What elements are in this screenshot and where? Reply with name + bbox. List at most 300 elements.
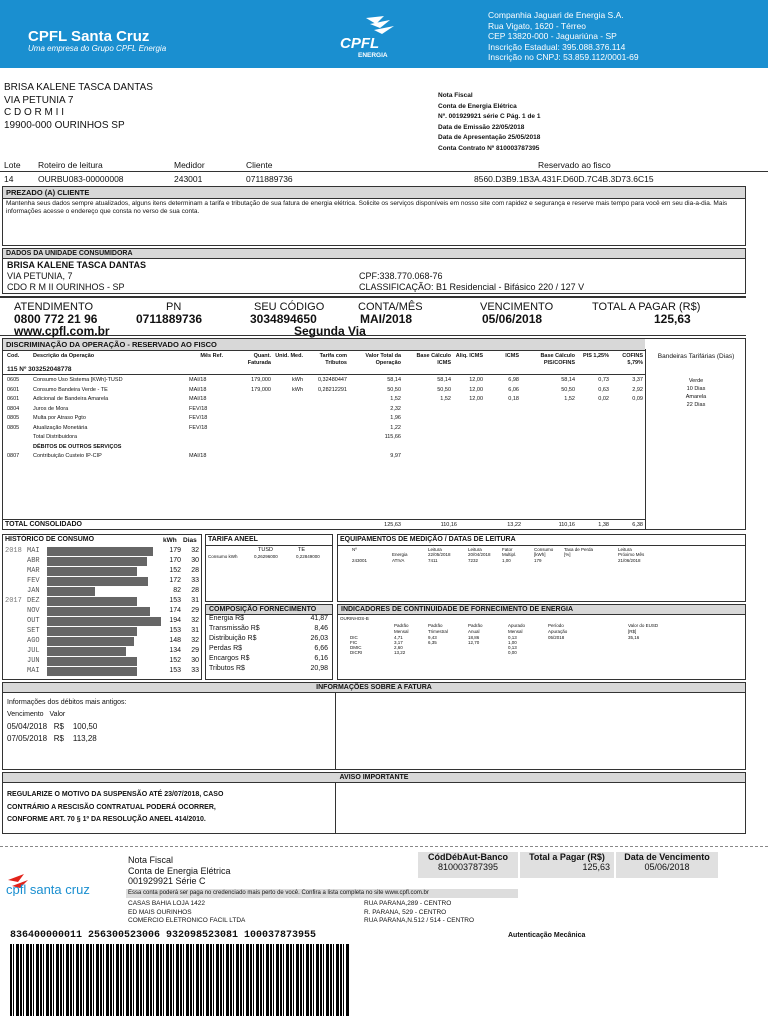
historico-title: HISTÓRICO DE CONSUMO (5, 536, 95, 543)
historico-dias: 30 (191, 557, 199, 564)
equip-header: Nº (352, 547, 357, 552)
table-cell: 179,000 (251, 386, 271, 393)
indicador-value: 0,13 (508, 635, 517, 640)
unidade-title: DADOS DA UNIDADE CONSUMIDORA (3, 249, 745, 259)
table-cell: 2,92 (632, 386, 643, 393)
historico-row (3, 626, 203, 636)
composicao-label: Encargos R$ (209, 655, 250, 662)
atendimento-label: ATENDIMENTO (14, 301, 94, 313)
column-header: Valor Total da Operação (365, 353, 401, 366)
unidade-cpf: CPF:338.770.068-76 (359, 271, 443, 281)
aviso-box (2, 772, 746, 834)
stub-brand: cpfl santa cruz (6, 882, 90, 896)
historico-month: NOV (27, 607, 40, 615)
equip-header: Fator (502, 547, 513, 552)
table-cell: FEV/18 (189, 415, 208, 421)
indicador-value: 4,71 (394, 635, 403, 640)
cliente-value: 0711889736 (246, 174, 293, 184)
historico-row (3, 606, 203, 616)
historico-month: JUL (27, 647, 40, 655)
barcode (10, 944, 350, 1016)
nota-fiscal-info (438, 91, 540, 154)
composicao-label: Energia R$ (209, 615, 245, 622)
stub-venc-header: Data de Vencimento (624, 852, 710, 862)
indicador-value: 18,86 (468, 635, 480, 640)
unidade-classificacao: CLASSIFICAÇÃO: B1 Residencial - Bifásico 220 / 127 V (359, 282, 585, 292)
company-line: Inscrição no CNPJ: 53.859.112/0001-69 (488, 52, 639, 62)
table-cell: 0,32480447 (317, 377, 347, 383)
nota-line: Data de Emissão 22/05/2018 (438, 123, 525, 131)
table-cell: 0805 (7, 424, 20, 431)
table-cell: 0,02 (598, 396, 609, 402)
indicadores-box (337, 604, 746, 680)
table-cell: MAI/18 (189, 396, 207, 402)
table-row (3, 387, 645, 396)
historico-month: MAR (27, 567, 40, 575)
historico-month: ABR (27, 557, 40, 565)
table-cell: 58,14 (437, 377, 451, 383)
equip-value: 7232 (468, 558, 479, 563)
stub-total-value: 125,63 (582, 862, 610, 872)
stub-nf: Nota Fiscal (128, 855, 174, 865)
total-value: 125,63 (654, 312, 691, 326)
historico-kwh: 148 (169, 637, 181, 644)
historico-row (3, 566, 203, 576)
table-cell: FEV/18 (189, 405, 208, 412)
historico-month: AGO (27, 637, 40, 645)
stub-place-name: COMERCIO ELETRONICO FACIL LTDA (128, 917, 246, 924)
historico-dias: 30 (191, 657, 199, 664)
composicao-value: 6,16 (314, 655, 328, 662)
tarifa-title: TARIFA ANEEL (208, 536, 258, 543)
stub-venc-box (616, 852, 718, 878)
indicador-header: Período (548, 623, 564, 628)
historico-bar (47, 657, 137, 666)
debito-currency: R$ (53, 734, 64, 743)
composicao-row (206, 655, 332, 665)
bandeiras-list (647, 377, 745, 409)
conta-label: CONTA/MÊS (358, 301, 423, 313)
prezado-box (2, 186, 746, 246)
bandeira-item: 10 Dias (686, 386, 706, 392)
table-cell: 1,96 (390, 415, 401, 421)
vencimento-label: VENCIMENTO (480, 301, 554, 313)
total-value: 1,38 (598, 522, 609, 528)
historico-bar (47, 627, 137, 636)
historico-dias: 32 (191, 637, 199, 644)
total-consolidado-row (3, 519, 645, 530)
historico-kwh: 153 (169, 667, 181, 674)
table-cell: Total Distribuidora (33, 434, 78, 440)
atendimento-phone: 0800 772 21 96 (14, 312, 98, 326)
cut-line (0, 846, 768, 847)
column-header: PIS 1,25% (583, 353, 609, 359)
historico-box (2, 534, 202, 680)
historico-kwh: 152 (169, 567, 181, 574)
conta-value: MAI/2018 (360, 312, 413, 326)
table-cell: 0,09 (632, 396, 643, 402)
historico-month: MAI (27, 547, 40, 555)
indicador-value: 3,17 (394, 640, 403, 645)
stub-total-box (520, 852, 614, 878)
historico-dias: 29 (191, 647, 199, 654)
stub-venc-value: 05/06/2018 (644, 862, 690, 872)
roteiro-header: Roteiro de leitura (38, 160, 103, 170)
equipamentos-title: EQUIPAMENTOS DE MEDIÇÃO / DATAS DE LEITURA (340, 536, 516, 543)
table-row (3, 425, 645, 434)
historico-bar (47, 567, 137, 576)
historico-month: JUN (27, 657, 40, 665)
historico-dias: 28 (191, 587, 199, 594)
table-cell: 12,00 (469, 377, 483, 383)
indicador-value: 05/2018 (548, 635, 565, 640)
column-header: Descrição da Operação (33, 353, 95, 359)
indicador-value: DMIC (350, 645, 362, 650)
historico-dias: 29 (191, 607, 199, 614)
equip-header: [kWh] (534, 552, 546, 557)
stub-place-address: RUA PARANA,N.512 / 514 - CENTRO (364, 917, 475, 924)
stub-place-name: CASAS BAHIA LOJA 1422 (128, 900, 205, 907)
indicador-value: DIC (350, 635, 358, 640)
vencimento-value: 05/06/2018 (482, 312, 543, 326)
table-cell: kWh (292, 386, 303, 393)
table-row (3, 377, 645, 386)
codigo-value: 3034894650 (250, 312, 317, 326)
bandeiras-header: Bandeiras Tarifárias (Dias) (657, 353, 735, 360)
indicador-value: 6,35 (428, 640, 437, 645)
table-cell: Contribuição Custeio IP-CIP (33, 453, 102, 459)
debito-value: 113,28 (72, 734, 97, 743)
nota-line: Nº. 001929921 série C Pág. 1 de 1 (438, 113, 541, 120)
debito-date: 07/05/2018 (7, 734, 48, 743)
company-info (488, 10, 639, 63)
company-line: CEP 13820-000 - Jaguariúna - SP (488, 31, 617, 41)
table-cell: Consumo Uso Sistema [KWh]-TUSD (33, 377, 123, 383)
table-cell: DÉBITOS DE OUTROS SERVIÇOS (33, 443, 122, 450)
table-cell: 0,73 (598, 377, 609, 383)
tarifa-box (205, 534, 333, 602)
historico-bar (47, 647, 126, 656)
historico-bar (47, 547, 153, 556)
linha-digitavel: 836400000011 256300523006 932098523081 100037873955 (10, 930, 317, 941)
medidor-header: Medidor (174, 160, 205, 170)
table-cell: Consumo Bandeira Verde - TE (33, 386, 108, 393)
indicadores-sub: OURINHOS-B (340, 616, 369, 621)
equip-header: Consumo (534, 547, 554, 552)
table-cell: 0601 (7, 396, 20, 402)
stub-place-row (126, 909, 518, 918)
indicador-header: [R$] (628, 629, 637, 634)
unidade-address: VIA PETUNIA, 7 (7, 271, 73, 281)
indicador-header: Valor do EUSD (628, 623, 659, 628)
indicador-header: Anual (468, 629, 480, 634)
composicao-value: 8,46 (314, 625, 328, 632)
table-cell: 0804 (7, 405, 20, 412)
historico-dias: 33 (191, 667, 199, 674)
historico-kwh: 174 (169, 607, 181, 614)
historico-month: SET (27, 627, 40, 635)
historico-row (3, 546, 203, 556)
bandeira-item: Verde (688, 378, 704, 384)
indicador-header: Apuração (548, 629, 568, 634)
discriminacao-box (2, 338, 746, 530)
historico-kwh: 172 (169, 577, 181, 584)
historico-month: JAN (27, 587, 40, 595)
historico-month: FEV (27, 577, 40, 585)
te-header: TE (298, 547, 306, 553)
table-cell: 179,000 (251, 377, 271, 383)
debitos-label: Informações dos débitos mais antigos: (7, 699, 127, 706)
total-value: 6,38 (632, 522, 643, 528)
cpfl-logo (336, 14, 406, 60)
table-cell: 0805 (7, 415, 20, 421)
equip-header: Taxa de Perda (564, 547, 594, 552)
nota-line: Data de Apresentação 25/05/2018 (438, 134, 541, 141)
indicador-header: Apurado (508, 623, 526, 628)
composicao-row (206, 665, 332, 675)
equip-header: Leitura (618, 547, 632, 552)
dias-header: Dias (183, 537, 197, 544)
column-header: Unid. Med. (275, 353, 303, 359)
composicao-box (205, 604, 333, 680)
indicador-header: Mensal (394, 629, 409, 634)
bandeira-item: 22 Dias (686, 402, 706, 408)
indicador-header: Padrão (394, 623, 409, 628)
total-consolidado-label: TOTAL CONSOLIDADO (5, 521, 82, 528)
historico-bar (47, 637, 134, 646)
historico-bar (47, 617, 161, 626)
stub-total-header: Total a Pagar (R$) (529, 852, 605, 862)
table-cell: Atualização Monetária (33, 424, 88, 431)
autenticacao-label: Autenticação Mecânica (508, 932, 586, 939)
table-row (3, 434, 645, 443)
brand-name: CPFL Santa Cruz (28, 28, 150, 45)
address-line: 19900-000 OURINHOS SP (4, 119, 125, 131)
historico-row (3, 666, 203, 676)
table-cell: 0601 (7, 386, 20, 393)
historico-bar (47, 667, 137, 676)
roteiro-value: OURBU083-00000008 (38, 174, 124, 184)
column-header: COFINS 5,79% (622, 353, 643, 366)
tusd-header: TUSD (258, 547, 273, 553)
unidade-name: BRISA KALENE TASCA DANTAS (7, 260, 146, 270)
aviso-title: AVISO IMPORTANTE (3, 773, 745, 783)
composicao-label: Distribuição R$ (209, 635, 257, 642)
historico-row (3, 616, 203, 626)
info-fatura-box (2, 682, 746, 770)
table-cell: 6,98 (508, 377, 519, 383)
column-header: Tarifa com Tributos (319, 353, 347, 366)
composicao-title: COMPOSIÇÃO FORNECIMENTO (206, 605, 332, 615)
composicao-value: 20,98 (310, 665, 328, 672)
table-cell: 1,52 (440, 396, 451, 402)
header-banner (0, 0, 768, 68)
composicao-label: Tributos R$ (209, 665, 245, 672)
composicao-row (206, 635, 332, 645)
stub-place-name: ED MAIS OURINHOS (128, 908, 192, 916)
site-link[interactable]: www.cpfl.com.br (14, 324, 110, 338)
composicao-row (206, 615, 332, 625)
composicao-row (206, 625, 332, 635)
lote-header: Lote (4, 160, 21, 170)
stub-place-address: RUA PARANA,289 - CENTRO (364, 900, 452, 907)
equip-header: Leitura (468, 547, 482, 552)
fisco-header: Reservado ao fisco (538, 160, 611, 170)
historico-bar (47, 557, 147, 566)
info-fatura-title: INFORMAÇÕES SOBRE A FATURA (3, 683, 745, 693)
historico-dias: 32 (191, 547, 199, 554)
indicador-value: FIC (350, 640, 358, 645)
table-row (3, 453, 645, 462)
discriminacao-headers (3, 351, 645, 375)
indicador-header: Padrão (468, 623, 483, 628)
historico-dias: 28 (191, 567, 199, 574)
unidade-box (2, 248, 746, 294)
table-cell: 2,32 (390, 405, 401, 412)
historico-row (3, 646, 203, 656)
composicao-value: 41,87 (310, 615, 328, 622)
column-header: Aliq. ICMS (455, 353, 483, 359)
composicao-rows (206, 615, 332, 675)
table-row (3, 444, 645, 453)
code-line: 115 Nº 303252048778 (7, 366, 72, 373)
equip-header: [%] (564, 552, 571, 557)
table-cell: MAI/18 (189, 386, 207, 393)
equip-header: 20/04/2018 (468, 552, 491, 557)
address-line: BRISA KALENE TASCA DANTAS (4, 82, 153, 93)
composicao-value: 26,03 (310, 635, 328, 642)
kwh-header: kWh (163, 537, 177, 544)
stub-nota (128, 855, 231, 887)
stub-serie: 001929921 Série C (128, 876, 206, 886)
stub-conta: Conta de Energia Elétrica (128, 865, 231, 876)
equip-value: 243001 (352, 558, 368, 563)
historico-dias: 31 (191, 627, 199, 634)
stub-place-row (126, 917, 518, 926)
company-line: Inscrição Estadual: 395.088.376.114 (488, 41, 626, 52)
composicao-label: Transmissão R$ (209, 625, 260, 632)
table-row (3, 396, 645, 405)
composicao-label: Perdas R$ (209, 645, 243, 652)
table-cell: kWh (292, 377, 303, 383)
table-cell: 58,14 (387, 377, 401, 383)
table-cell: 1,22 (390, 424, 401, 431)
indicador-value: 9,43 (428, 635, 437, 640)
lote-value: 14 (4, 174, 14, 184)
indicadores-title: INDICADORES DE CONTINUIDADE DE FORNECIMENTO DE ENERGIA (338, 605, 745, 615)
discriminacao-title: DISCRIMINAÇÃO DA OPERAÇÃO - RESERVADO AO FISCO (3, 339, 645, 351)
historico-year: 2018 (5, 547, 22, 555)
bandeira-item: Amarela (685, 394, 707, 400)
historico-kwh: 153 (169, 597, 181, 604)
historico-kwh: 153 (169, 627, 181, 634)
table-cell: 0605 (7, 377, 20, 383)
tusd-value: 0,26296000 (254, 554, 278, 559)
medidor-value: 243001 (174, 174, 203, 184)
equip-header: Próximo Mês (618, 552, 645, 557)
historico-dias: 31 (191, 597, 199, 604)
table-cell: 50,50 (437, 386, 451, 393)
table-cell: 12,00 (469, 386, 483, 393)
equip-header: 22/05/2018 (428, 552, 451, 557)
total-value: 110,16 (558, 522, 575, 528)
indicador-value: 1,00 (508, 640, 517, 645)
indicador-value: 2,60 (394, 645, 403, 650)
table-cell: Adicional de Bandeira Amarela (33, 396, 109, 402)
aviso-line: CONTRÁRIO A RESCISÃO CONTRATUAL PODERÁ OCORRER, (7, 803, 216, 811)
nota-line: Conta Contrato Nº 810003787395 (438, 144, 540, 152)
indicador-header: Mensal (508, 629, 523, 634)
table-cell: 115,66 (384, 434, 401, 440)
column-header: Base Cálculo PIS/COFINS (540, 353, 575, 366)
historico-row (3, 556, 203, 566)
table-row (3, 406, 645, 415)
consumo-label: Consumo kWh (208, 554, 238, 559)
column-header: Quant. Faturada (247, 353, 271, 366)
table-cell: 1,52 (390, 396, 401, 402)
table-cell: 0807 (7, 453, 20, 459)
codigo-label: SEU CÓDIGO (254, 301, 325, 313)
historico-kwh: 82 (173, 587, 181, 594)
historico-bar (47, 587, 95, 596)
logo-text: CPFL (340, 35, 380, 52)
table-cell: 9,97 (390, 453, 401, 459)
indicador-value: 13,22 (394, 650, 406, 655)
indicador-value: DICRI (350, 650, 363, 655)
equip-header: Leitura (428, 547, 442, 552)
indicador-value: 35,16 (628, 635, 640, 640)
indicador-value: 0,13 (508, 645, 517, 650)
indicador-header: Trimestral (428, 629, 448, 634)
table-cell: MAI/18 (189, 453, 207, 459)
venc-header: Vencimento (7, 711, 44, 718)
table-cell: MAI/18 (189, 377, 207, 383)
stub-place-row (126, 900, 518, 909)
logo-sub: ENERGIA (358, 52, 388, 59)
table-cell: 6,06 (508, 386, 519, 393)
indicador-value: 12,70 (468, 640, 480, 645)
historico-bar (47, 607, 150, 616)
equip-value: 1,00 (502, 558, 511, 563)
stub-cod-header: CódDébAut-Banco (428, 852, 508, 862)
historico-row (3, 576, 203, 586)
table-cell: Juros de Mora (33, 405, 69, 412)
segunda-via: Segunda Via (294, 324, 366, 338)
equip-value: ATIVA (392, 558, 405, 563)
stub-place-address: R. PARANA, 529 - CENTRO (364, 908, 447, 916)
column-header: Mês Ref. (200, 353, 223, 359)
historico-row (3, 636, 203, 646)
company-line: Rua Vigato, 1620 - Térreo (488, 20, 586, 31)
prezado-text: Mantenha seus dados sempre atualizados, alguns itens determinam a tarifa e tributação de sua fatura de energia elétrica. Solicite os serviços disponíveis em nosso site com rapidez e segurança e reserve mais tempo para você em seu dia-a-dia. Mais informações acesse o endereço que consta no verso de sua conta. (6, 200, 728, 215)
total-value: 125,63 (384, 522, 401, 528)
equipamentos-box (337, 534, 746, 602)
aviso-text (7, 789, 223, 827)
historico-month: DEZ (27, 597, 40, 605)
historico-bar (47, 577, 148, 586)
table-cell: 1,52 (564, 396, 575, 402)
table-cell: 3,37 (632, 377, 643, 383)
pn-value: 0711889736 (136, 312, 203, 326)
table-cell: 12,00 (469, 396, 483, 402)
table-cell: Multa por Atraso Pgto (33, 415, 86, 421)
nota-line: Nota Fiscal (438, 92, 473, 99)
historico-row (3, 656, 203, 666)
column-header: Cod. (7, 353, 20, 359)
historico-kwh: 179 (169, 547, 181, 554)
valor-header: Valor (49, 711, 66, 718)
historico-kwh: 152 (169, 657, 181, 664)
